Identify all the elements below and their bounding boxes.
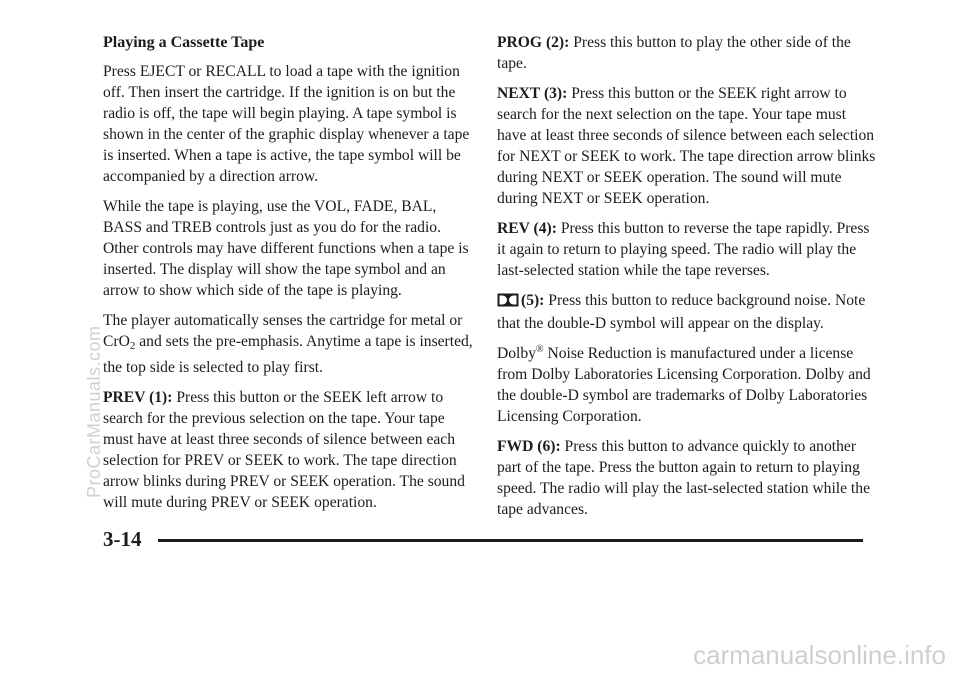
fwd-label: FWD (6):	[497, 438, 561, 455]
paragraph-controls: While the tape is playing, use the VOL, FADE, BAL, BASS and TREB controls just as you do for the radio. Other controls may have different functions when a tape is inserted. The display will show the tape symbol and an arrow to show which side of the tape is playing.	[103, 198, 469, 299]
bottom-watermark: carmanualsonline.info	[693, 640, 946, 670]
paragraph-dolby-license: Dolby® Noise Reduction is manufactured under a license from Dolby Laboratories Licensing Corporation. Dolby and the double-D symbol are trademarks of Dolby Laboratories Licensing Corporation.	[497, 344, 871, 425]
page-number: 3-14	[103, 527, 142, 551]
side-watermark: ProCarManuals.com	[84, 325, 104, 498]
paragraph-load-tape: Press EJECT or RECALL to load a tape with the ignition off. Then insert the cartridge. If the ignition is on but the radio is off, the tape will begin playing. A tape symbol is shown in the center of the graphic display whenever a tape is inserted. When a tape is active, the tape symbol will be accompanied by a direction arrow.	[103, 63, 470, 185]
paragraph-prog: PROG (2): Press this button to play the other side of the tape.	[497, 34, 851, 72]
right-column	[497, 32, 877, 529]
paragraph-dolby: (5): Press this button to reduce background noise. Note that the double-D symbol will appear on the display.	[497, 292, 866, 332]
paragraph-fwd: FWD (6): Press this button to advance quickly to another part of the tape. Press the button again to return to playing speed. The radio will play the last-selected station while the tape advances.	[497, 438, 870, 518]
rev-label: REV (4):	[497, 220, 557, 237]
prev-label: PREV (1):	[103, 389, 173, 406]
left-column	[103, 32, 475, 522]
dolby-label: (5):	[521, 292, 545, 309]
prog-label: PROG (2):	[497, 34, 570, 51]
footer-rule	[158, 539, 863, 542]
dolby-double-d-icon	[497, 292, 519, 313]
paragraph-next: NEXT (3): Press this button or the SEEK right arrow to search for the next selection on the tape. Your tape must have at least three seconds of silence between each selection for NEXT or SEEK to work. The tape direction arrow blinks during NEXT or SEEK operation. The sound will mute during NEXT or SEEK operation.	[497, 85, 876, 207]
section-heading: Playing a Cassette Tape	[103, 34, 265, 51]
paragraph-rev: REV (4): Press this button to reverse the tape rapidly. Press it again to return to playing speed. The radio will play the last-selected station while the tape reverses.	[497, 220, 870, 279]
next-label: NEXT (3):	[497, 85, 568, 102]
paragraph-prev: PREV (1): Press this button or the SEEK left arrow to search for the previous selection on the tape. Your tape must have at least three seconds of silence between each selection for PREV or SEEK to work. The tape direction arrow blinks during PREV or SEEK operation. The sound will mute during PREV or SEEK operation.	[103, 389, 465, 511]
paragraph-pre-emphasis: The player automatically senses the cartridge for metal or CrO$_2$ and sets the pre-emphasis. Anytime a tape is inserted, the top side is selected to play first.	[103, 312, 473, 376]
